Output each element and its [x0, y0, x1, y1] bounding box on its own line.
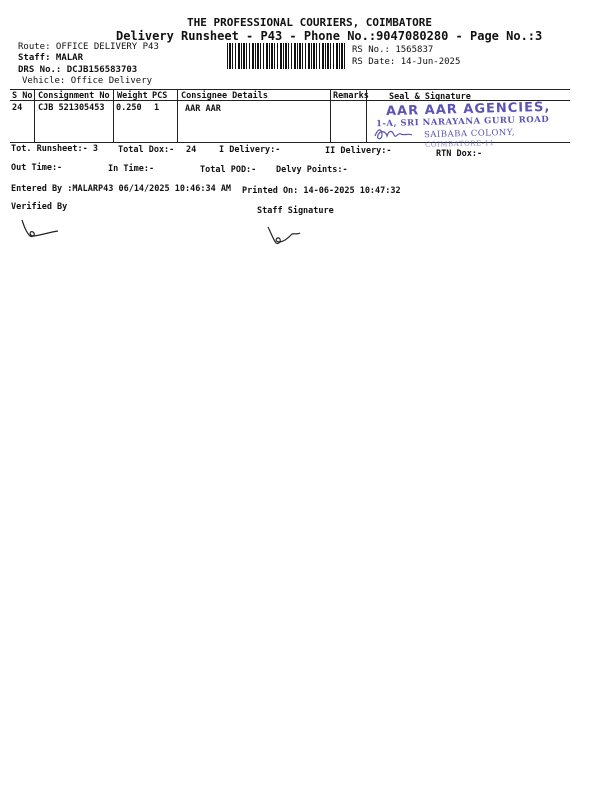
ii-delivery: II Delivery:- [325, 146, 392, 156]
total-dox-label: Total Dox:- [118, 145, 175, 155]
out-time: Out Time:- [11, 163, 63, 173]
header-remarks: Remarks [333, 91, 369, 101]
verifier-signature [18, 218, 62, 242]
vehicle-text: Vehicle: Office Delivery [22, 76, 153, 86]
header-consignee: Consignee Details [181, 91, 268, 101]
printed-on: Printed On: 14-06-2025 10:47:32 [242, 186, 401, 196]
header-pcs: PCS [152, 91, 168, 101]
runsheet-subtitle: Delivery Runsheet - P43 - Phone No.:9047080280 - Page No.:3 [116, 29, 543, 43]
entered-by: Entered By :MALARP43 06/14/2025 10:46:34 AM [11, 184, 232, 194]
row-weight: 0.250 [116, 103, 142, 113]
header-seal-signature: Seal & Signature [389, 92, 471, 102]
stamp-line2: 1-A, SRI NARAYANA GURU ROAD [375, 114, 550, 130]
barcode [227, 43, 346, 69]
header-consignment: Consignment No [38, 91, 110, 101]
col-divider [113, 89, 114, 142]
row-consignment-no: CJB 521305453 [38, 103, 105, 113]
row-pcs: 1 [154, 103, 160, 113]
row-sno: 24 [12, 103, 23, 113]
total-dox-value: 24 [186, 145, 197, 155]
staff-text: Staff: MALAR [18, 53, 84, 63]
total-runsheet: Tot. Runsheet:- 3 [11, 144, 98, 154]
stamp-line4: COIMBATORE-11 [424, 139, 495, 149]
company-title: THE PROFESSIONAL COURIERS, COIMBATORE [187, 16, 433, 29]
i-delivery: I Delivery:- [219, 145, 281, 155]
total-pod: Total POD:- [200, 165, 257, 175]
stamp-line3: SAIBABA COLONY, [423, 127, 516, 141]
rtn-dox: RTN Dox:- [436, 149, 483, 159]
in-time: In Time:- [108, 164, 155, 174]
drs-number: DRS No.: DCJB156583703 [18, 65, 138, 75]
verified-by-label: Verified By [11, 202, 68, 212]
header-sno: S No [12, 91, 33, 101]
col-divider [330, 89, 331, 142]
col-divider [177, 89, 178, 142]
staff-signature [264, 224, 304, 248]
header-weight: Weight [117, 91, 148, 101]
col-divider [34, 89, 35, 142]
rs-date: RS Date: 14-Jun-2025 [352, 57, 461, 67]
staff-signature-label: Staff Signature [257, 206, 334, 216]
receiver-signature [372, 126, 422, 144]
row-consignee: AAR AAR [185, 104, 221, 114]
stamp-line1: AAR AAR AGENCIES, [385, 99, 551, 120]
delvy-points: Delvy Points:- [276, 165, 348, 175]
route-text: Route: OFFICE DELIVERY P43 [18, 42, 159, 52]
table-top-border [10, 89, 570, 90]
rs-number: RS No.: 1565837 [352, 45, 434, 55]
